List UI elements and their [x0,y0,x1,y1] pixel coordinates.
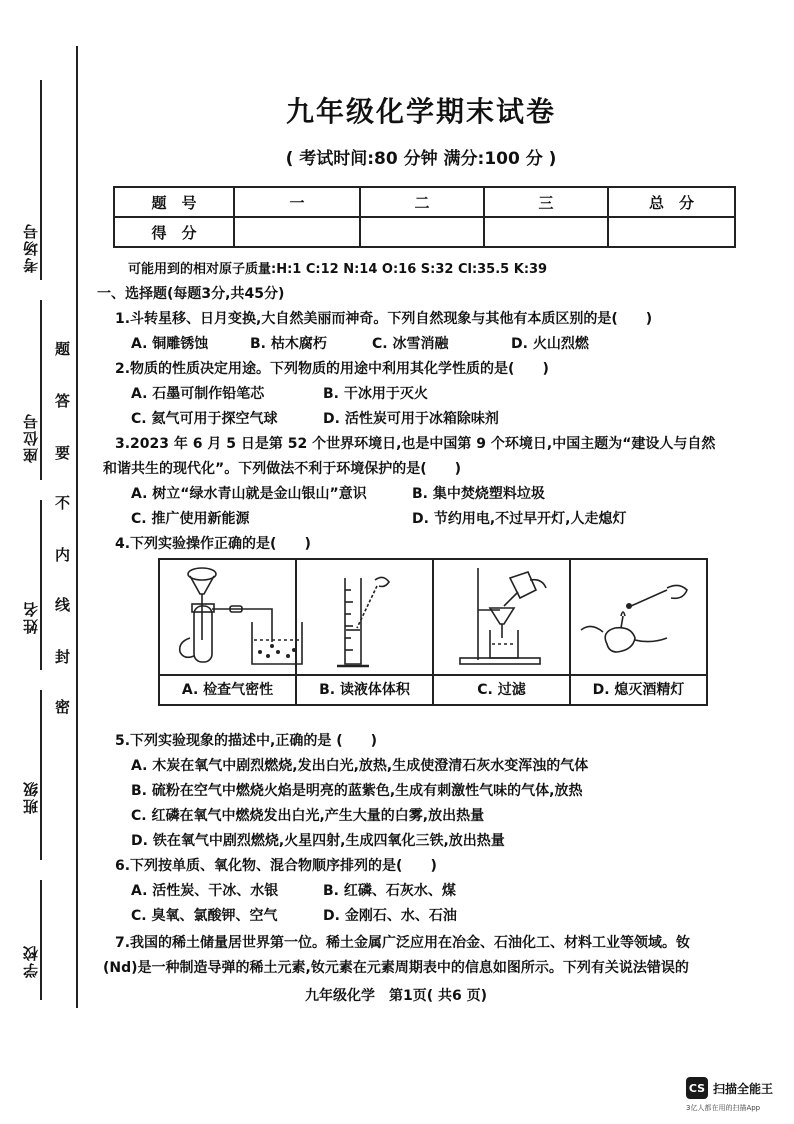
atomic-masses: 可能用到的相对原子质量:H:1 C:12 N:14 O:16 S:32 Cl:35.5 K:39 [128,262,548,277]
camscanner-logo: CS [686,1077,708,1099]
blank-line [40,880,42,1000]
exam-room-label: 考场号 [22,222,40,273]
score-cell [360,217,484,247]
question-stem: 1.斗转星移、日月变换,大自然美丽而神奇。下列自然现象与其他有本质区别的是( ) [115,311,653,327]
question-stem: 7.我国的稀土储量居世界第一位。稀土金属广泛应用在冶金、石油化工、材料工业等领域。钕 [115,935,691,951]
option: D. 活性炭可用于冰箱除味剂 [323,411,499,427]
option: C. 冰雪消融 [372,336,449,352]
score-header-cell: 题 号 [114,187,234,217]
option: D. 火山烈燃 [511,336,589,352]
name-label: 姓名 [22,600,40,634]
seal-char: 内 [55,546,71,564]
option: C. 臭氧、氯酸钾、空气 [131,908,278,924]
extinguish-lamp-illustration [571,560,701,676]
option: C. 推广使用新能源 [131,511,250,527]
class-label: 班级 [22,780,40,814]
option: C. 氦气可用于探空气球 [131,411,278,427]
figure-panel-b [297,560,434,704]
option: D. 节约用电,不过早开灯,人走熄灯 [412,511,627,527]
score-header-cell: 一 [234,187,360,217]
seal-char: 线 [55,596,71,614]
blank-line [40,690,42,860]
question-stem: 3.2023 年 6 月 5 日是第 52 个世界环境日,也是中国第 9 个环境日,中国主题为“建设人与自然 [115,436,716,452]
seal-char: 答 [55,392,71,410]
score-cell [484,217,608,247]
page-footer: 九年级化学 第1页( 共6 页) [304,988,488,1004]
option: B. 干冰用于灭火 [323,386,428,402]
airtight-check-illustration [160,560,315,676]
option: B. 枯木腐朽 [250,336,327,352]
option: A. 活性炭、干冰、水银 [131,883,279,899]
binding-margin [0,0,96,1124]
figure-caption-a: A. 检查气密性 [160,674,295,704]
seal-char: 不 [55,494,71,512]
figure-caption-d: D. 熄灭酒精灯 [571,674,706,704]
seal-char: 密 [55,698,71,716]
seal-char: 封 [55,648,71,666]
read-volume-illustration [297,560,425,676]
option: C. 红磷在氧气中燃烧发出白光,产生大量的白雾,放出热量 [131,808,485,824]
option: D. 铁在氧气中剧烈燃烧,火星四射,生成四氧化三铁,放出热量 [131,833,505,849]
question-stem: 4.下列实验操作正确的是( ) [115,536,311,552]
scanner-watermark [686,1077,773,1099]
option: B. 集中焚烧塑料垃圾 [412,486,545,502]
watermark-name: 扫描全能王 [713,1081,774,1096]
question-stem: (Nd)是一种制造导弹的稀土元素,钕元素在元素周期表中的信息如图所示。下列有关说法错误的 [103,960,689,976]
section-heading: 一、选择题(每题3分,共45分) [97,286,285,302]
option: A. 铜雕锈蚀 [131,336,209,352]
option: A. 石墨可制作铅笔芯 [131,386,265,402]
question-stem: 5.下列实验现象的描述中,正确的是 ( ) [115,733,378,749]
figure-caption-b: B. 读液体体积 [297,674,432,704]
option: A. 树立“绿水青山就是金山银山”意识 [131,486,367,502]
figure-panel-a [160,560,297,704]
seal-line [76,46,78,1008]
figure-panel-d [571,560,706,704]
seal-char: 要 [55,444,71,462]
seat-label: 座位号 [22,412,40,463]
score-row-label: 得 分 [114,217,234,247]
page-title: 九年级化学期末试卷 [285,95,556,128]
option: D. 金刚石、水、石油 [323,908,457,924]
figure-panel-c [434,560,571,704]
school-label: 学校 [22,944,40,978]
score-header-cell: 二 [360,187,484,217]
experiment-figure [158,558,708,706]
exam-info: ( 考试时间:80 分钟 满分:100 分 ) [285,149,557,169]
watermark-tagline: 3亿人都在用的扫描App [686,1104,761,1112]
blank-line [40,500,42,670]
score-table [113,186,736,248]
option: B. 硫粉在空气中燃烧火焰是明亮的蓝紫色,生成有刺激性气味的气体,放热 [131,783,583,799]
score-header-cell: 总 分 [608,187,735,217]
score-header-cell: 三 [484,187,608,217]
question-stem: 和谐共生的现代化”。下列做法不利于环境保护的是( ) [103,461,461,477]
score-cell [608,217,735,247]
question-stem: 6.下列按单质、氧化物、混合物顺序排列的是( ) [115,858,437,874]
seal-char: 题 [55,340,71,358]
score-cell [234,217,360,247]
filtration-illustration [434,560,566,676]
option: B. 红磷、石灰水、煤 [323,883,456,899]
option: A. 木炭在氧气中剧烈燃烧,发出白光,放热,生成使澄清石灰水变浑浊的气体 [131,758,589,774]
figure-caption-c: C. 过滤 [434,674,569,704]
question-stem: 2.物质的性质决定用途。下列物质的用途中利用其化学性质的是( ) [115,361,549,377]
